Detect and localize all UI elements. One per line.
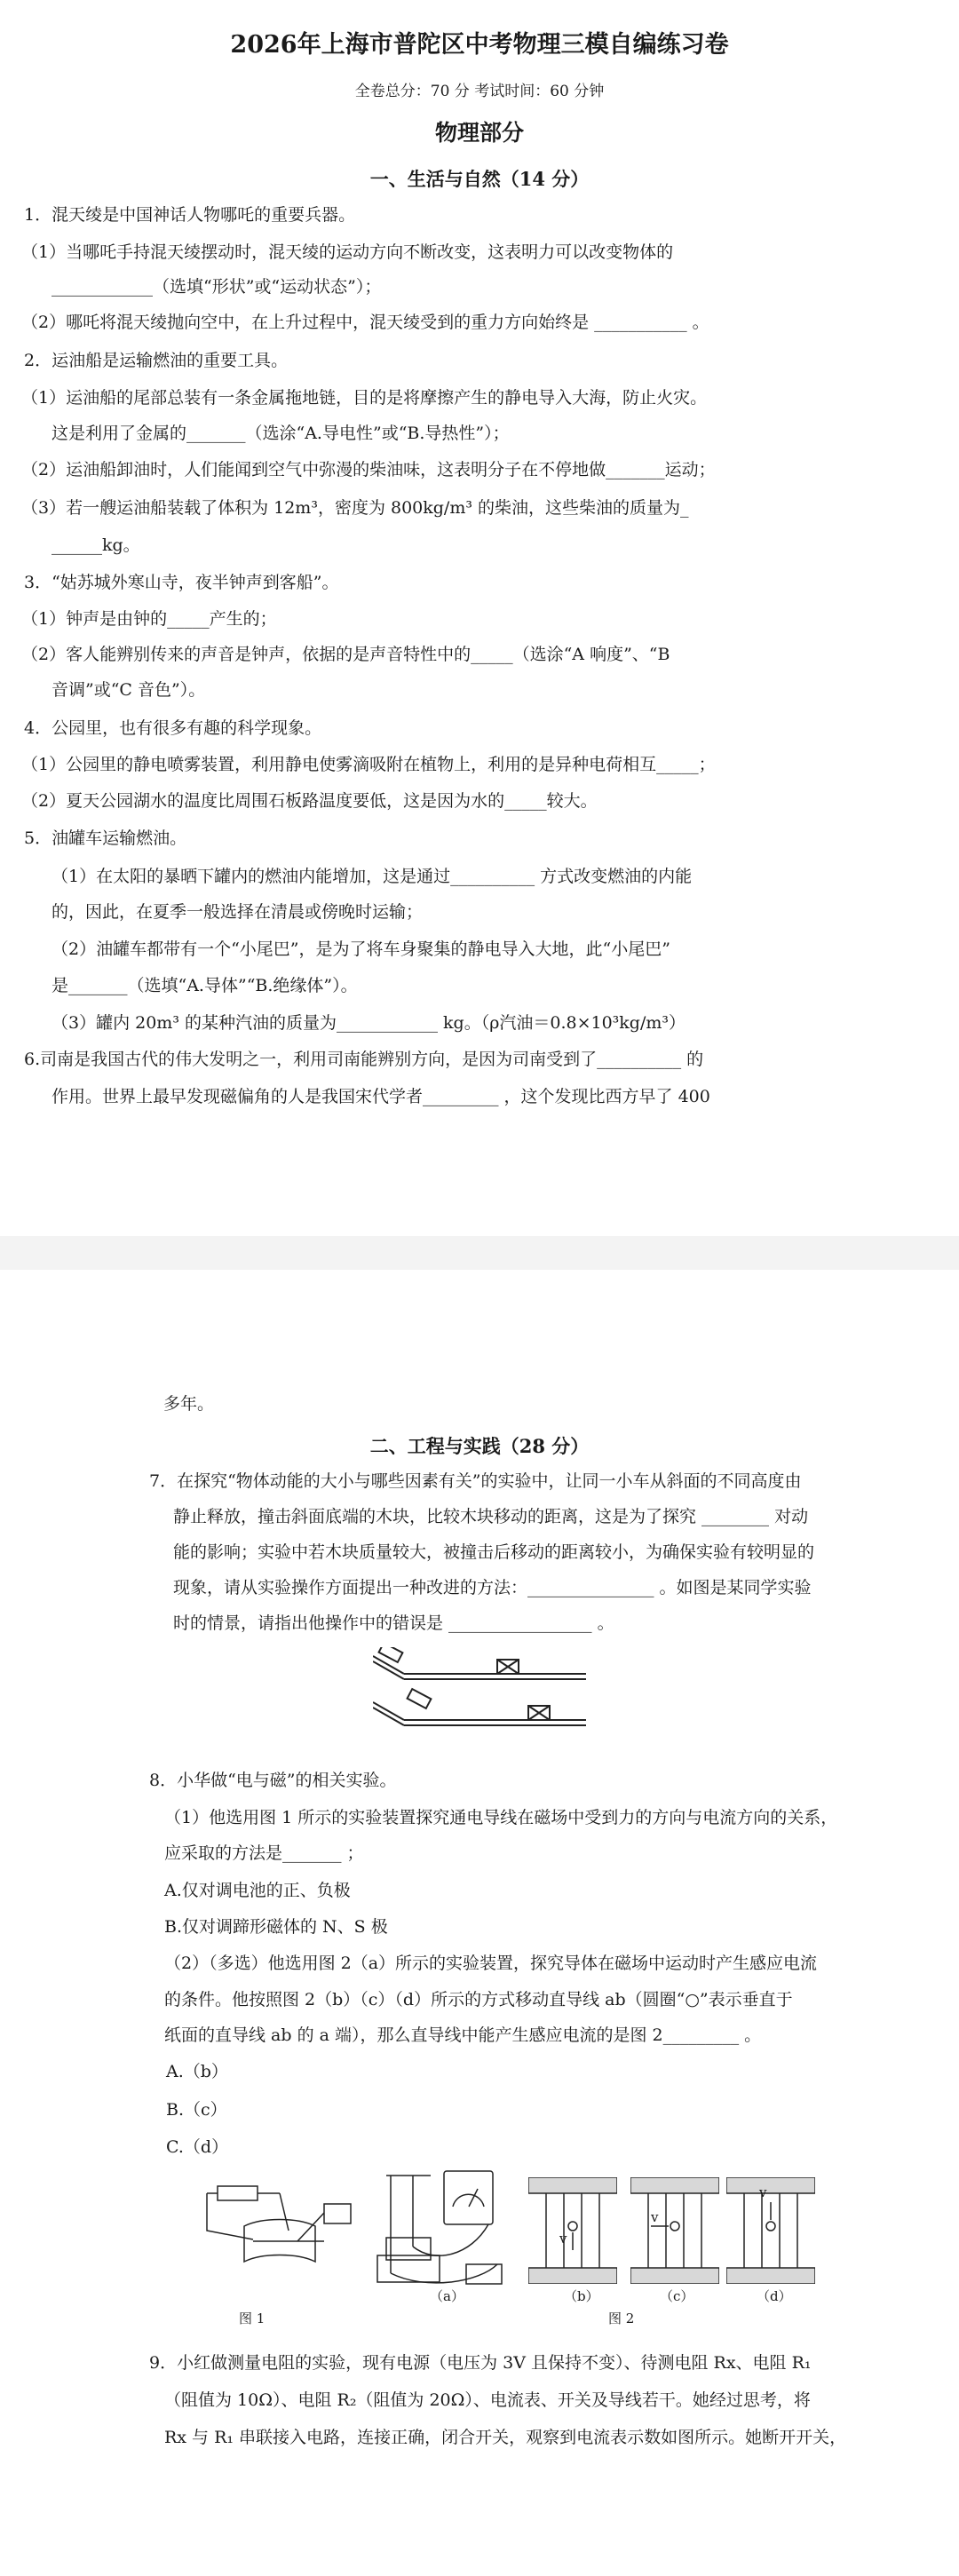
question-3-stem: 3．“姑苏城外寒山寺，夜半钟声到客船”。 [24,573,339,592]
question-8-stem: 8．小华做“电与磁”的相关实验。 [149,1771,397,1790]
question-line: （2）哪吒将混天绫抛向空中，在上升过程中，混天绫受到的重力方向始终是 ___________ 。 [21,313,709,332]
figure-2b-field [528,2177,617,2284]
question-line: 能的影响；实验中若木块质量较大，被撞击后移动的距离较小，为确保实验有较明显的 [173,1542,815,1562]
question-line: （1）钟声是由钟的_____产生的； [21,609,277,629]
question-line: 应采取的方法是_______ ； [164,1843,364,1863]
question-line: 是_______（选填“A.导体”“B.绝缘体”）。 [52,976,358,995]
question-line: 作用。世界上最早发现磁偏角的人是我国宋代学者_________ ，这个发现比西方早了 400 [52,1087,710,1106]
question-line: 多年。 [163,1394,215,1414]
velocity-label: v [651,2209,659,2225]
question-line: ______kg。 [52,535,140,555]
exam-meta: 全卷总分：70 分 考试时间：60 分钟 [354,83,605,100]
velocity-label: v [559,2231,567,2247]
question-line: （1）运油船的尾部总装有一条金属拖地链，目的是将摩擦产生的静电导入大海，防止火灾。 [21,388,708,408]
question-line: Rx 与 R₁ 串联接入电路，连接正确，闭合开关，观察到电流表示数如图所示。她断开开关， [164,2428,847,2447]
question-7-stem: 7．在探究“物体动能的大小与哪些因素有关”的实验中，让同一小车从斜面的不同高度由 [149,1471,802,1491]
choice-option: A.（b） [166,2062,228,2081]
question-9-stem: 9．小红做测量电阻的实验，现有电源（电压为 3V 且保持不变）、待测电阻 Rx、电阻 R₁ [149,2353,812,2373]
question-line: 音调”或“C 音色”）。 [52,680,206,700]
section-heading-1: 一、生活与自然（14 分） [369,168,590,190]
question-line: （2）（多选）他选用图 2（a）所示的实验装置，探究导体在磁场中运动时产生感应电流 [164,1954,818,1973]
page-2 [0,1270,959,2576]
question-line: （2）油罐车都带有一个“小尾巴”，是为了将车身聚集的静电导入大地，此“小尾巴” [52,939,670,959]
question-line: （1）当哪吒手持混天绫摆动时，混天绫的运动方向不断改变，这表明力可以改变物体的 [21,242,674,262]
question-line: （2）客人能辨别传来的声音是钟声，依据的是声音特性中的_____（选涂“A 响度”、“B [21,645,670,664]
figure-2a-label: （a） [430,2288,464,2304]
figure-1-apparatus [200,2177,360,2275]
question-1-stem: 1．混天绫是中国神话人物哪吒的重要兵器。 [24,205,356,225]
question-line: （3）罐内 20m³ 的某种汽油的质量为____________ kg。（ρ汽油＝0.8×10³kg/m³） [52,1013,686,1033]
figure-2b-label: （b） [564,2288,599,2304]
velocity-label: v [759,2184,767,2200]
question-2-stem: 2．运油船是运输燃油的重要工具。 [24,351,289,370]
page-gap [0,1236,959,1270]
choice-option: A.仅对调电池的正、负极 [164,1881,351,1900]
question-line: 现象，请从实验操作方面提出一种改进的方法：_______________ 。如图是某同学实验 [173,1578,812,1597]
question-line: ____________（选填“形状”或“运动状态”）； [52,277,382,297]
figure-2-caption: 图 2 [608,2310,635,2326]
question-4-stem: 4．公园里，也有很多有趣的科学现象。 [24,718,322,738]
question-6-stem: 6.司南是我国古代的伟大发明之一，利用司南能辨别方向，是因为司南受到了__________ 的 [24,1050,704,1069]
figure-2c-label: （c） [660,2288,694,2304]
exam-title: 2026年上海市普陀区中考物理三模自编练习卷 [230,31,729,59]
question-line: 时的情景，请指出他操作中的错误是 _________________ 。 [173,1613,614,1633]
part-heading: 物理部分 [434,120,524,146]
question-5-stem: 5．油罐车运输燃油。 [24,828,187,848]
question-line: 静止释放，撞击斜面底端的木块，比较木块移动的距离，这是为了探究 ________ 对动 [173,1507,809,1526]
choice-option: B.（c） [166,2100,227,2120]
question-line: （1）公园里的静电喷雾装置，利用静电使雾滴吸附在植物上，利用的是异种电荷相互_____； [21,755,716,774]
question-line: （2）运油船卸油时，人们能闻到空气中弥漫的柴油味，这表明分子在不停地做_______运动； [21,460,716,480]
choice-option: C.（d） [166,2137,229,2157]
figure-2c-field [630,2177,719,2284]
question-line: （1）在太阳的暴晒下罐内的燃油内能增加，这是通过__________ 方式改变燃油的内能 [52,867,693,886]
question-line: 纸面的直导线 ab 的 a 端），那么直导线中能产生感应电流的是图 2_________ 。 [164,2025,762,2045]
incline-experiment-figure [373,1647,586,1747]
question-line: 的条件。他按照图 2（b）（c）（d）所示的方式移动直导线 ab（圆圈“○”表示垂直于 [164,1990,793,2009]
page-1 [0,0,959,1236]
question-line: （3）若一艘运油船装载了体积为 12m³，密度为 800kg/m³ 的柴油，这些柴油的质量为_ [21,498,689,518]
figure-2d-label: （d） [757,2288,792,2304]
figure-2d-field [726,2177,815,2284]
question-line: 的，因此，在夏季一般选择在清晨或傍晚时运输； [52,902,424,922]
question-line: 这是利用了金属的_______（选涂“A.导电性”或“B.导热性”）； [52,424,510,443]
question-line: （2）夏天公园湖水的温度比周围石板路温度要低，这是因为水的_____较大。 [21,791,598,811]
question-line: （阻值为 10Ω）、电阻 R₂（阻值为 20Ω）、电流表、开关及导线若干。她经过思考，将 [164,2390,811,2410]
question-line: （1）他选用图 1 所示的实验装置探究通电导线在磁场中受到力的方向与电流方向的关系， [164,1808,838,1827]
section-heading-2: 二、工程与实践（28 分） [369,1435,590,1457]
choice-option: B.仅对调蹄形磁体的 N、S 极 [164,1917,388,1937]
figure-1-caption: 图 1 [239,2310,266,2326]
figure-2a-apparatus [364,2158,515,2300]
